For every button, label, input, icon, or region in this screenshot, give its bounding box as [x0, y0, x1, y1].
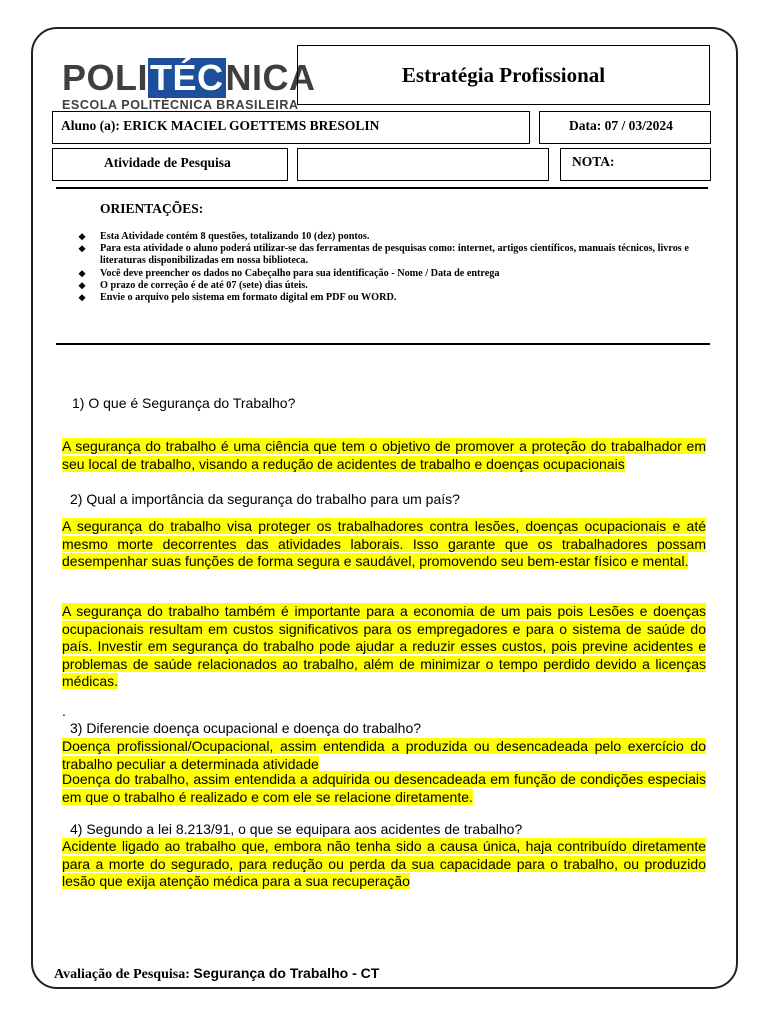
instruction-item: ❖ Envie o arquivo pelo sistema em formato digital em PDF ou WORD.	[76, 292, 716, 304]
question-4: 4) Segundo a lei 8.213/91, o que se equipara aos acidentes de trabalho?	[70, 821, 523, 837]
question-3: 3) Diferencie doença ocupacional e doença do trabalho?	[70, 720, 422, 736]
instructions-title: ORIENTAÇÕES:	[100, 201, 204, 216]
grade-box	[560, 148, 711, 181]
answer-2-part-2: A segurança do trabalho também é importante para a economia de um pais pois Lesões e doenças ocupacionais resultam em custos significativos para os empregadores e para o sistema de saúde do país. Investir em segurança do trabalho pode ajudar a reduzir esses custos, pois previne acidentes e problemas de saúde relacionados ao trabalho, além de minimizar o tempo perdido devido a licenças médicas.	[62, 603, 706, 689]
document-title: Estratégia Profissional	[401, 62, 606, 87]
date-value: Data: 07 / 03/2024	[569, 118, 673, 133]
answer-2-part-1: A segurança do trabalho visa proteger os trabalhadores contra lesões, doenças ocupacionais e até mesmo morte decorrentes das atividades laborais. Isso garante que os trabalhadores possam desempenhar suas funções de forma segura e saudável, promovendo seu bem-estar físico e mental.	[62, 518, 706, 569]
question-2: 2) Qual a importância da segurança do trabalho para um país?	[70, 491, 460, 507]
header-divider	[56, 187, 708, 189]
instruction-item: ❖ O prazo de correção é de até 07 (sete) dias úteis.	[76, 280, 716, 292]
footer-course: Segurança do Trabalho - CT	[193, 965, 380, 981]
title-box	[297, 45, 710, 105]
answer-3-part-2: Doença do trabalho, assim entendida a adquirida ou desencadeada em função de condições especiais em que o trabalho é realizado e com ele se relacione diretamente.	[62, 771, 706, 805]
instructions-list	[76, 231, 716, 304]
logo-text-nica: NICA	[225, 57, 316, 98]
politecnica-logo	[62, 57, 316, 112]
date-box	[539, 111, 711, 144]
footer	[54, 965, 379, 983]
student-box	[52, 111, 530, 144]
activity-box	[52, 148, 288, 181]
instruction-item: ❖ Você deve preencher os dados no Cabeçalho para sua identificação - Nome / Data de entrega	[76, 268, 716, 280]
logo-text-tec: TÉC	[150, 57, 224, 98]
answer-3-part-1: Doença profissional/Ocupacional, assim entendida a produzida ou desencadeada pelo exercício do trabalho peculiar a determinada atividade	[62, 738, 706, 772]
instruction-item: ❖ Esta Atividade contém 8 questões, totalizando 10 (dez) pontos.	[76, 231, 716, 243]
instructions-divider	[56, 343, 710, 345]
stray-dot: .	[62, 703, 66, 719]
answer-1: A segurança do trabalho é uma ciência que tem o objetivo de promover a proteção do trabalhador em seu local de trabalho, visando a redução de acidentes de trabalho e doenças ocupacionais	[62, 438, 706, 472]
activity-label: Atividade de Pesquisa	[104, 155, 231, 170]
instruction-item: ❖ Para esta atividade o aluno poderá utilizar-se das ferramentas de pesquisas como: internet, artigos científicos, manuais técnicos, livros e literaturas disponibilizadas em nossa biblioteca.	[76, 243, 716, 267]
answer-4: Acidente ligado ao trabalho que, embora não tenha sido a causa única, haja contribuído diretamente para a morte do segurado, para redução ou perda da sua capacidade para o trabalho, ou produzido lesão que exija atenção médica para a sua recuperação	[62, 838, 706, 889]
question-1: 1) O que é Segurança do Trabalho?	[72, 395, 296, 411]
logo-text-poli: POLI	[62, 57, 149, 98]
student-name: Aluno (a): ERICK MACIEL GOETTEMS BRESOLIN	[61, 118, 380, 133]
footer-label: Avaliação de Pesquisa:	[54, 967, 190, 982]
logo-subtitle: ESCOLA POLITÉCNICA BRASILEIRA	[62, 98, 299, 112]
blank-box	[297, 148, 549, 181]
grade-label: NOTA:	[572, 154, 615, 169]
